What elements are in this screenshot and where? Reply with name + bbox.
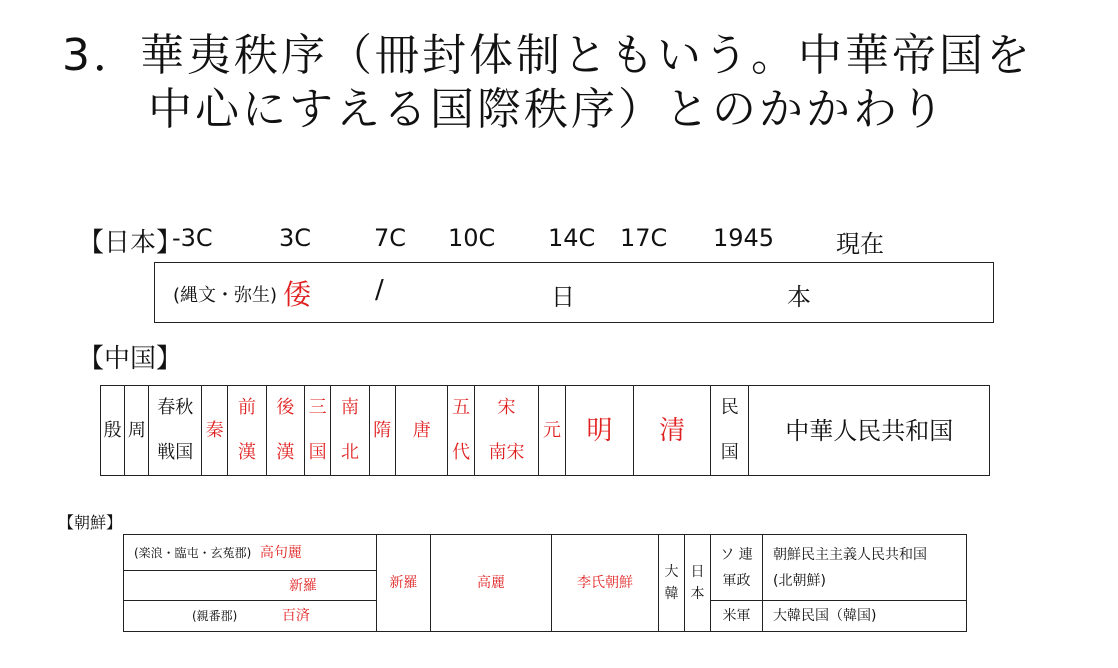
- korea-goryeo-cell: 高麗: [431, 535, 552, 632]
- korea-baekje-cell: [124, 601, 377, 632]
- dynasty-north-south: 南 北: [331, 386, 369, 476]
- imna-label: (親番郡): [192, 609, 238, 623]
- dynasty-prc: 中華人民共和国: [749, 386, 990, 476]
- dynasty-ming: 明: [565, 386, 634, 476]
- century-label: 7C: [374, 224, 407, 252]
- dynasty-later-han: 後 漢: [266, 386, 304, 476]
- wa-label: 倭: [283, 278, 312, 311]
- dynasty-three-kingdoms: 三 国: [305, 386, 331, 476]
- dynasty-sui: 隋: [369, 386, 395, 476]
- dynasty-song: 宋 南宋: [474, 386, 539, 476]
- dynasty-five-dynasties: 五 代: [448, 386, 474, 476]
- dynasty-yuan: 元: [539, 386, 565, 476]
- dynasty-yin: 殷: [101, 386, 125, 476]
- dynasty-former-han: 前 漢: [228, 386, 266, 476]
- korea-japan-rule-cell: 日 本: [685, 535, 711, 632]
- korea-heading: 【朝鮮】: [58, 513, 123, 532]
- korea-soviet-military-cell: ソ 連 軍政: [711, 535, 763, 601]
- century-label: 17C: [620, 224, 668, 252]
- korea-joseon-cell: 李氏朝鮮: [552, 535, 659, 632]
- japan-heading: 【日本】: [78, 228, 183, 258]
- korea-silla-early-cell: 新羅: [124, 571, 377, 601]
- dynasty-republic: 民 国: [711, 386, 749, 476]
- korea-silla-cell: 新羅: [377, 535, 431, 632]
- century-labels: [0, 224, 1118, 258]
- century-label: 現在: [836, 230, 884, 258]
- nichi-label: 日: [551, 283, 575, 311]
- hon-label: 本: [787, 283, 811, 311]
- japan-timeline-box: [154, 262, 994, 323]
- century-label: 10C: [448, 224, 496, 252]
- lelang-label: (楽浪・臨屯・玄菟郡): [134, 545, 252, 560]
- century-label: 1945: [713, 224, 775, 252]
- korea-rok-cell: 大韓民国（韓国): [763, 601, 967, 632]
- page-title-line2: 中心にすえる国際秩序）とのかかわり: [148, 84, 947, 135]
- china-heading: 【中国】: [78, 344, 183, 374]
- dynasty-qing: 清: [634, 386, 711, 476]
- century-label: 14C: [548, 224, 596, 252]
- dynasty-spring-autumn: 春秋 戦国: [149, 386, 202, 476]
- china-dynasty-table: [100, 385, 990, 476]
- century-label: 3C: [279, 224, 312, 252]
- korea-us-military-cell: 米軍: [711, 601, 763, 632]
- korea-dynasty-table: [123, 534, 967, 632]
- jomon-yayoi-label: (縄文・弥生): [173, 285, 278, 306]
- dynasty-qin: 秦: [202, 386, 228, 476]
- korea-daehan-cell: 大 韓: [659, 535, 685, 632]
- century-label: -3C: [172, 224, 213, 252]
- slash-mark: /: [375, 275, 384, 305]
- baekje-label: 百済: [281, 608, 310, 624]
- korea-goguryeo-cell: [124, 535, 377, 571]
- dynasty-tang: 唐: [395, 386, 448, 476]
- dynasty-zhou: 周: [125, 386, 149, 476]
- page-title-line1: 3．華夷秩序（冊封体制ともいう。中華帝国を: [62, 30, 1033, 81]
- korea-dprk-cell: 朝鮮民主主義人民共和国 (北朝鮮): [763, 535, 967, 601]
- goguryeo-label: 高句麗: [259, 544, 302, 561]
